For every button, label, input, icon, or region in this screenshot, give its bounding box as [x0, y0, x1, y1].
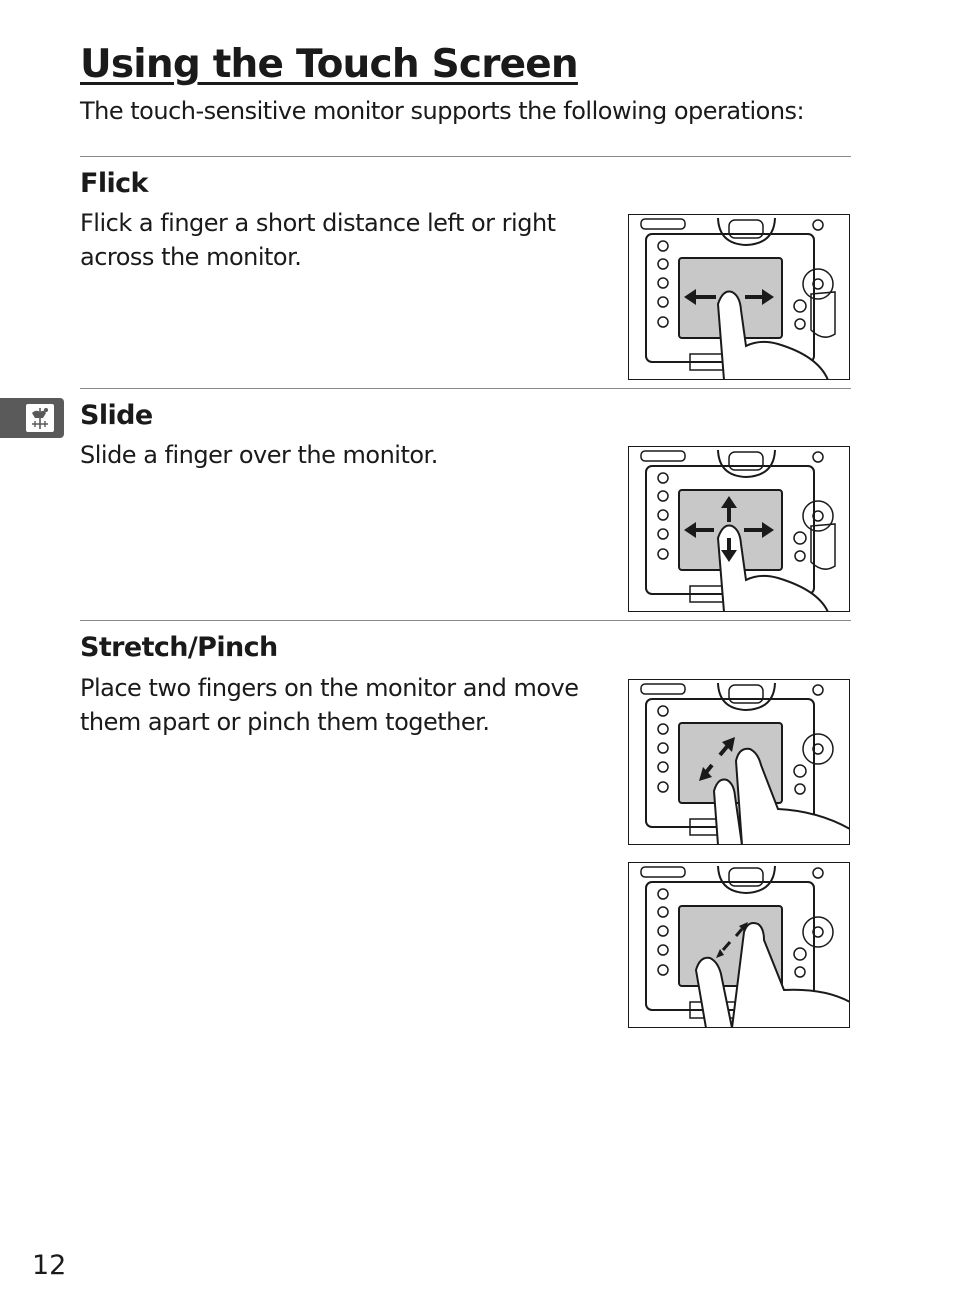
setup-menu-tab [0, 398, 64, 438]
section-divider [80, 156, 851, 157]
section-desc-stretch-pinch: Place two fingers on the monitor and move them apart or pinch them together. [80, 674, 579, 736]
intro-text: The touch-sensitive monitor supports the following operations: [80, 97, 805, 125]
setup-weathervane-icon [26, 404, 54, 432]
section-title-flick: Flick [80, 168, 148, 199]
section-desc-flick: Flick a finger a short distance left or right across the monitor. [80, 209, 556, 271]
section-divider [80, 620, 851, 621]
pinch-illustration [628, 862, 850, 1028]
stretch-illustration [628, 679, 850, 845]
section-title-slide: Slide [80, 400, 153, 431]
page-number: 12 [32, 1250, 67, 1281]
section-desc-slide: Slide a finger over the monitor. [80, 441, 438, 469]
page-title: Using the Touch Screen [80, 42, 578, 87]
section-divider [80, 388, 851, 389]
section-title-stretch-pinch: Stretch/Pinch [80, 632, 278, 663]
flick-illustration [628, 214, 850, 380]
slide-illustration [628, 446, 850, 612]
